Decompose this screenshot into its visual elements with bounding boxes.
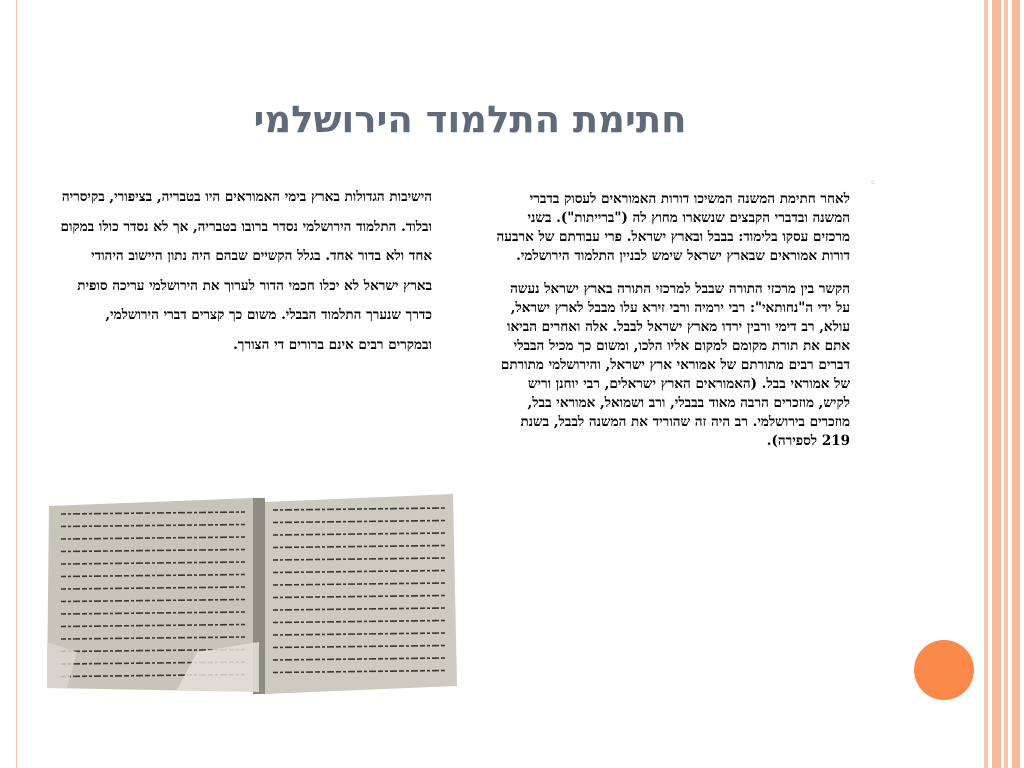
left-border-line xyxy=(16,0,17,768)
manuscript-page-right xyxy=(265,494,457,694)
right-paragraph-1: לאחר חתימת המשנה המשיכו דורות האמוראים לעסוק בדברי המשנה ובדברי הקבצים שנשארו מחוץ לה ("ברייתות"). בשני מרכזים עסקו בלימוד: בבבל ובארץ ישראל. פרי עבודתם של ארבעה דורות אמוראים שבארץ ישראל שימש לבניין התלמוד הירושלמי. xyxy=(496,191,850,264)
slide-title: חתימת התלמוד הירושלמי xyxy=(253,98,687,141)
decorative-stripe xyxy=(1012,0,1020,768)
decorative-stripe xyxy=(992,0,1001,768)
right-paragraph-2: הקשר בין מרכזי התורה שבבל למרכזי התורה בארץ ישראל נעשה על ידי ה"נחותאי": רבי ירמיה ורבי זירא עלו מבבל לארץ ישראל, עולא, רב דימי ורבין ירדו מארץ ישראל לבבל. אלה ואחרים הביאו אתם את תורת מקומם למקום אליו הלכו, ומשום כך מכיל הבבלי דברים רבים מתורתם של אמוראי ארץ ישראל, והירושלמי מתורתם של אמוראי בבל. (האמוראים הארץ ישראלים, רבי יוחנן וריש לקיש, מוזכרים הרבה מאוד בבבלי, ורב ושמואל, אמוראי בבל, מוזכרים בירושלמי. רב היה זה שהוריד את המשנה לבבל, בשנת 219 לספירה). xyxy=(500,281,850,449)
decorative-stripe xyxy=(1004,0,1008,768)
manuscript-photo xyxy=(47,492,457,694)
left-text-block: הישיבות הגדולות בארץ בימי האמוראים היו בטבריה, בציפורי, בקיסריה ובלוד. התלמוד הירושלמי נסדר ברובו בטבריה, אך לא נסדר כולו במקום אחד ולא בדור אחד. בגלל הקשיים שבהם היה נתון היישוב היהודי בארץ ישראל לא יכלו חכמי הדור לערוך את הירושלמי עריכה סופית כדרך שנערך התלמוד הבבלי. משום כך קצרים דברי הירושלמי, ובמקרים רבים אינם ברורים די הצורך. xyxy=(60,189,432,353)
decorative-circle xyxy=(914,640,974,700)
right-text-block xyxy=(494,190,850,465)
bullet-icon: ◦ xyxy=(870,178,876,189)
decorative-stripe xyxy=(984,0,988,768)
